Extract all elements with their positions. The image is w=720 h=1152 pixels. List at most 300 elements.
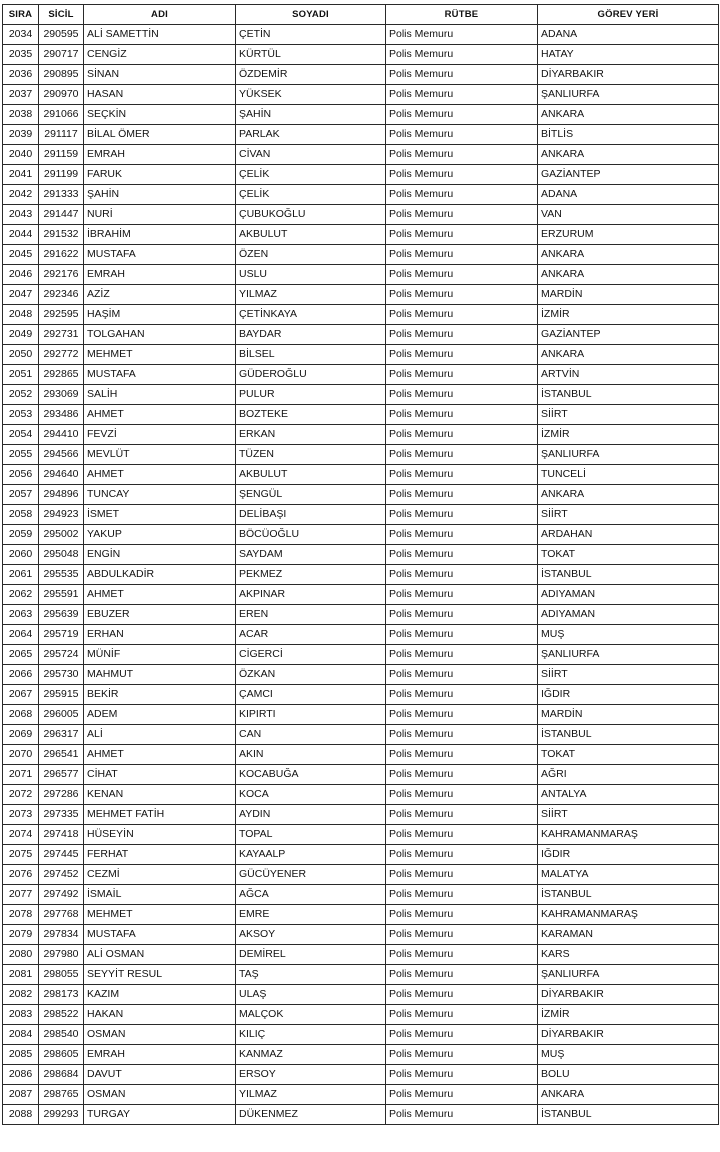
cell-rutbe: Polis Memuru bbox=[386, 1065, 538, 1085]
cell-rutbe: Polis Memuru bbox=[386, 945, 538, 965]
table-row bbox=[3, 485, 719, 505]
cell-sira: 2075 bbox=[3, 845, 39, 865]
table-row bbox=[3, 1105, 719, 1125]
cell-soyadi: EMRE bbox=[236, 905, 386, 925]
table-row bbox=[3, 385, 719, 405]
table-row bbox=[3, 585, 719, 605]
table-row bbox=[3, 65, 719, 85]
cell-gorev-yeri: İZMİR bbox=[538, 425, 719, 445]
cell-sicil: 297286 bbox=[39, 785, 84, 805]
header-rutbe: RÜTBE bbox=[386, 5, 538, 25]
table-row bbox=[3, 865, 719, 885]
cell-rutbe: Polis Memuru bbox=[386, 925, 538, 945]
cell-rutbe: Polis Memuru bbox=[386, 65, 538, 85]
header-adi: ADI bbox=[84, 5, 236, 25]
table-row bbox=[3, 945, 719, 965]
table-row bbox=[3, 365, 719, 385]
cell-gorev-yeri: MUŞ bbox=[538, 1045, 719, 1065]
cell-sira: 2062 bbox=[3, 585, 39, 605]
cell-rutbe: Polis Memuru bbox=[386, 125, 538, 145]
cell-soyadi: AKBULUT bbox=[236, 465, 386, 485]
cell-sira: 2052 bbox=[3, 385, 39, 405]
cell-gorev-yeri: TOKAT bbox=[538, 745, 719, 765]
cell-sicil: 291622 bbox=[39, 245, 84, 265]
table-row bbox=[3, 265, 719, 285]
cell-adi: İSMET bbox=[84, 505, 236, 525]
cell-rutbe: Polis Memuru bbox=[386, 185, 538, 205]
cell-adi: BEKİR bbox=[84, 685, 236, 705]
cell-sicil: 297768 bbox=[39, 905, 84, 925]
cell-sira: 2070 bbox=[3, 745, 39, 765]
cell-sicil: 291066 bbox=[39, 105, 84, 125]
cell-gorev-yeri: ŞANLIURFA bbox=[538, 445, 719, 465]
cell-adi: İBRAHİM bbox=[84, 225, 236, 245]
cell-sicil: 294923 bbox=[39, 505, 84, 525]
cell-sicil: 294896 bbox=[39, 485, 84, 505]
table-row bbox=[3, 425, 719, 445]
cell-sicil: 294410 bbox=[39, 425, 84, 445]
cell-adi: HASAN bbox=[84, 85, 236, 105]
cell-rutbe: Polis Memuru bbox=[386, 565, 538, 585]
cell-gorev-yeri: DİYARBAKIR bbox=[538, 1025, 719, 1045]
table-row bbox=[3, 205, 719, 225]
cell-rutbe: Polis Memuru bbox=[386, 685, 538, 705]
cell-adi: ALİ OSMAN bbox=[84, 945, 236, 965]
cell-rutbe: Polis Memuru bbox=[386, 505, 538, 525]
cell-rutbe: Polis Memuru bbox=[386, 365, 538, 385]
cell-rutbe: Polis Memuru bbox=[386, 1005, 538, 1025]
cell-gorev-yeri: ŞANLIURFA bbox=[538, 645, 719, 665]
cell-gorev-yeri: ANTALYA bbox=[538, 785, 719, 805]
cell-rutbe: Polis Memuru bbox=[386, 785, 538, 805]
cell-soyadi: DELİBAŞI bbox=[236, 505, 386, 525]
cell-rutbe: Polis Memuru bbox=[386, 745, 538, 765]
cell-adi: FARUK bbox=[84, 165, 236, 185]
cell-adi: İSMAİL bbox=[84, 885, 236, 905]
table-row bbox=[3, 845, 719, 865]
cell-sira: 2071 bbox=[3, 765, 39, 785]
table-row bbox=[3, 105, 719, 125]
cell-soyadi: TOPAL bbox=[236, 825, 386, 845]
cell-gorev-yeri: TUNCELİ bbox=[538, 465, 719, 485]
cell-sicil: 293486 bbox=[39, 405, 84, 425]
cell-rutbe: Polis Memuru bbox=[386, 905, 538, 925]
cell-sira: 2038 bbox=[3, 105, 39, 125]
cell-gorev-yeri: MALATYA bbox=[538, 865, 719, 885]
cell-sira: 2036 bbox=[3, 65, 39, 85]
cell-sicil: 295719 bbox=[39, 625, 84, 645]
cell-adi: SALİH bbox=[84, 385, 236, 405]
cell-soyadi: YILMAZ bbox=[236, 285, 386, 305]
cell-adi: AHMET bbox=[84, 465, 236, 485]
cell-gorev-yeri: ADANA bbox=[538, 185, 719, 205]
cell-gorev-yeri: SİİRT bbox=[538, 805, 719, 825]
cell-soyadi: AKSOY bbox=[236, 925, 386, 945]
cell-sira: 2081 bbox=[3, 965, 39, 985]
cell-soyadi: CAN bbox=[236, 725, 386, 745]
table-row bbox=[3, 885, 719, 905]
cell-rutbe: Polis Memuru bbox=[386, 305, 538, 325]
cell-sicil: 294566 bbox=[39, 445, 84, 465]
cell-soyadi: YÜKSEK bbox=[236, 85, 386, 105]
cell-gorev-yeri: KARAMAN bbox=[538, 925, 719, 945]
cell-sicil: 296577 bbox=[39, 765, 84, 785]
cell-sicil: 298605 bbox=[39, 1045, 84, 1065]
cell-sicil: 291447 bbox=[39, 205, 84, 225]
cell-soyadi: KÜRTÜL bbox=[236, 45, 386, 65]
cell-gorev-yeri: ANKARA bbox=[538, 245, 719, 265]
cell-adi: MÜNİF bbox=[84, 645, 236, 665]
table-row bbox=[3, 685, 719, 705]
cell-sira: 2069 bbox=[3, 725, 39, 745]
header-sira: SIRA bbox=[3, 5, 39, 25]
cell-soyadi: MALÇOK bbox=[236, 1005, 386, 1025]
cell-gorev-yeri: DİYARBAKIR bbox=[538, 985, 719, 1005]
cell-sicil: 297980 bbox=[39, 945, 84, 965]
cell-sira: 2053 bbox=[3, 405, 39, 425]
cell-soyadi: AĞCA bbox=[236, 885, 386, 905]
cell-gorev-yeri: ANKARA bbox=[538, 265, 719, 285]
cell-gorev-yeri: TOKAT bbox=[538, 545, 719, 565]
cell-adi: HÜSEYİN bbox=[84, 825, 236, 845]
cell-adi: ALİ bbox=[84, 725, 236, 745]
cell-sira: 2078 bbox=[3, 905, 39, 925]
cell-sira: 2076 bbox=[3, 865, 39, 885]
cell-rutbe: Polis Memuru bbox=[386, 985, 538, 1005]
cell-sicil: 298173 bbox=[39, 985, 84, 1005]
table-row bbox=[3, 765, 719, 785]
table-row bbox=[3, 125, 719, 145]
cell-rutbe: Polis Memuru bbox=[386, 625, 538, 645]
cell-sicil: 296317 bbox=[39, 725, 84, 745]
cell-sira: 2058 bbox=[3, 505, 39, 525]
cell-adi: MEHMET bbox=[84, 905, 236, 925]
cell-rutbe: Polis Memuru bbox=[386, 385, 538, 405]
cell-sira: 2088 bbox=[3, 1105, 39, 1125]
cell-rutbe: Polis Memuru bbox=[386, 885, 538, 905]
cell-soyadi: ÇELİK bbox=[236, 165, 386, 185]
cell-sira: 2086 bbox=[3, 1065, 39, 1085]
cell-rutbe: Polis Memuru bbox=[386, 765, 538, 785]
cell-sira: 2068 bbox=[3, 705, 39, 725]
cell-sira: 2061 bbox=[3, 565, 39, 585]
cell-rutbe: Polis Memuru bbox=[386, 445, 538, 465]
cell-soyadi: PARLAK bbox=[236, 125, 386, 145]
cell-sira: 2085 bbox=[3, 1045, 39, 1065]
cell-rutbe: Polis Memuru bbox=[386, 485, 538, 505]
cell-gorev-yeri: İSTANBUL bbox=[538, 1105, 719, 1125]
header-soyadi: SOYADI bbox=[236, 5, 386, 25]
cell-rutbe: Polis Memuru bbox=[386, 405, 538, 425]
cell-sira: 2042 bbox=[3, 185, 39, 205]
cell-adi: HAKAN bbox=[84, 1005, 236, 1025]
cell-sira: 2046 bbox=[3, 265, 39, 285]
table-row bbox=[3, 465, 719, 485]
cell-adi: AHMET bbox=[84, 585, 236, 605]
cell-soyadi: ÇETİN bbox=[236, 25, 386, 45]
cell-soyadi: BAYDAR bbox=[236, 325, 386, 345]
cell-sira: 2073 bbox=[3, 805, 39, 825]
cell-adi: SEYYİT RESUL bbox=[84, 965, 236, 985]
cell-sira: 2080 bbox=[3, 945, 39, 965]
cell-adi: OSMAN bbox=[84, 1085, 236, 1105]
cell-rutbe: Polis Memuru bbox=[386, 645, 538, 665]
header-gorev-yeri: GÖREV YERİ bbox=[538, 5, 719, 25]
cell-sicil: 298765 bbox=[39, 1085, 84, 1105]
table-row bbox=[3, 405, 719, 425]
cell-adi: OSMAN bbox=[84, 1025, 236, 1045]
cell-gorev-yeri: İSTANBUL bbox=[538, 725, 719, 745]
cell-soyadi: PEKMEZ bbox=[236, 565, 386, 585]
cell-soyadi: TÜZEN bbox=[236, 445, 386, 465]
cell-rutbe: Polis Memuru bbox=[386, 545, 538, 565]
cell-sicil: 295639 bbox=[39, 605, 84, 625]
cell-sicil: 297492 bbox=[39, 885, 84, 905]
table-row bbox=[3, 665, 719, 685]
cell-sira: 2084 bbox=[3, 1025, 39, 1045]
cell-sicil: 297452 bbox=[39, 865, 84, 885]
table-row bbox=[3, 165, 719, 185]
header-row bbox=[3, 5, 719, 25]
cell-gorev-yeri: ANKARA bbox=[538, 145, 719, 165]
cell-sira: 2064 bbox=[3, 625, 39, 645]
cell-sira: 2082 bbox=[3, 985, 39, 1005]
cell-adi: AHMET bbox=[84, 745, 236, 765]
cell-rutbe: Polis Memuru bbox=[386, 965, 538, 985]
cell-soyadi: ŞAHİN bbox=[236, 105, 386, 125]
cell-gorev-yeri: ERZURUM bbox=[538, 225, 719, 245]
table-row bbox=[3, 145, 719, 165]
table-row bbox=[3, 1065, 719, 1085]
cell-soyadi: GÜDEROĞLU bbox=[236, 365, 386, 385]
cell-sira: 2035 bbox=[3, 45, 39, 65]
table-row bbox=[3, 1005, 719, 1025]
cell-sicil: 292176 bbox=[39, 265, 84, 285]
cell-adi: ENGİN bbox=[84, 545, 236, 565]
table-row bbox=[3, 245, 719, 265]
cell-sira: 2050 bbox=[3, 345, 39, 365]
cell-adi: MUSTAFA bbox=[84, 365, 236, 385]
cell-gorev-yeri: BOLU bbox=[538, 1065, 719, 1085]
cell-soyadi: ÖZDEMİR bbox=[236, 65, 386, 85]
cell-sicil: 299293 bbox=[39, 1105, 84, 1125]
cell-sicil: 298055 bbox=[39, 965, 84, 985]
cell-rutbe: Polis Memuru bbox=[386, 45, 538, 65]
cell-adi: BİLAL ÖMER bbox=[84, 125, 236, 145]
cell-sira: 2072 bbox=[3, 785, 39, 805]
cell-sicil: 292595 bbox=[39, 305, 84, 325]
table-row bbox=[3, 1025, 719, 1045]
cell-soyadi: ÇETİNKAYA bbox=[236, 305, 386, 325]
cell-adi: TOLGAHAN bbox=[84, 325, 236, 345]
cell-gorev-yeri: ANKARA bbox=[538, 1085, 719, 1105]
table-row bbox=[3, 785, 719, 805]
cell-soyadi: ÖZEN bbox=[236, 245, 386, 265]
cell-rutbe: Polis Memuru bbox=[386, 605, 538, 625]
table-row bbox=[3, 305, 719, 325]
cell-adi: TUNCAY bbox=[84, 485, 236, 505]
cell-sicil: 291333 bbox=[39, 185, 84, 205]
cell-rutbe: Polis Memuru bbox=[386, 225, 538, 245]
cell-sicil: 291532 bbox=[39, 225, 84, 245]
cell-gorev-yeri: ANKARA bbox=[538, 105, 719, 125]
table-row bbox=[3, 525, 719, 545]
cell-gorev-yeri: SİİRT bbox=[538, 505, 719, 525]
cell-soyadi: ÇUBUKOĞLU bbox=[236, 205, 386, 225]
cell-soyadi: AKIN bbox=[236, 745, 386, 765]
cell-gorev-yeri: BİTLİS bbox=[538, 125, 719, 145]
cell-soyadi: KOCA bbox=[236, 785, 386, 805]
cell-soyadi: ÖZKAN bbox=[236, 665, 386, 685]
cell-adi: KAZIM bbox=[84, 985, 236, 1005]
cell-soyadi: EREN bbox=[236, 605, 386, 625]
cell-sira: 2079 bbox=[3, 925, 39, 945]
cell-gorev-yeri: MARDİN bbox=[538, 285, 719, 305]
cell-sira: 2077 bbox=[3, 885, 39, 905]
cell-sira: 2066 bbox=[3, 665, 39, 685]
table-row bbox=[3, 925, 719, 945]
cell-adi: KENAN bbox=[84, 785, 236, 805]
table-row bbox=[3, 985, 719, 1005]
cell-sicil: 291199 bbox=[39, 165, 84, 185]
table-row bbox=[3, 825, 719, 845]
cell-adi: MUSTAFA bbox=[84, 925, 236, 945]
cell-gorev-yeri: ADIYAMAN bbox=[538, 585, 719, 605]
cell-adi: EMRAH bbox=[84, 1045, 236, 1065]
cell-soyadi: BÖCÜOĞLU bbox=[236, 525, 386, 545]
table-row bbox=[3, 965, 719, 985]
cell-gorev-yeri: KAHRAMANMARAŞ bbox=[538, 905, 719, 925]
cell-adi: EBUZER bbox=[84, 605, 236, 625]
cell-adi: EMRAH bbox=[84, 265, 236, 285]
cell-soyadi: YILMAZ bbox=[236, 1085, 386, 1105]
table-row bbox=[3, 605, 719, 625]
cell-adi: FERHAT bbox=[84, 845, 236, 865]
cell-gorev-yeri: GAZİANTEP bbox=[538, 325, 719, 345]
cell-sira: 2045 bbox=[3, 245, 39, 265]
table-row bbox=[3, 745, 719, 765]
cell-adi: HAŞİM bbox=[84, 305, 236, 325]
cell-soyadi: ÇELİK bbox=[236, 185, 386, 205]
cell-adi: DAVUT bbox=[84, 1065, 236, 1085]
cell-soyadi: ŞENGÜL bbox=[236, 485, 386, 505]
cell-gorev-yeri: SİİRT bbox=[538, 665, 719, 685]
cell-soyadi: ÇAMCI bbox=[236, 685, 386, 705]
cell-rutbe: Polis Memuru bbox=[386, 205, 538, 225]
cell-soyadi: TAŞ bbox=[236, 965, 386, 985]
cell-soyadi: ULAŞ bbox=[236, 985, 386, 1005]
cell-rutbe: Polis Memuru bbox=[386, 165, 538, 185]
cell-soyadi: AKBULUT bbox=[236, 225, 386, 245]
table-row bbox=[3, 645, 719, 665]
cell-gorev-yeri: ARDAHAN bbox=[538, 525, 719, 545]
cell-sicil: 292731 bbox=[39, 325, 84, 345]
cell-gorev-yeri: DİYARBAKIR bbox=[538, 65, 719, 85]
cell-adi: SEÇKİN bbox=[84, 105, 236, 125]
cell-soyadi: SAYDAM bbox=[236, 545, 386, 565]
cell-adi: CENGİZ bbox=[84, 45, 236, 65]
cell-rutbe: Polis Memuru bbox=[386, 25, 538, 45]
cell-sira: 2057 bbox=[3, 485, 39, 505]
table-row bbox=[3, 185, 719, 205]
cell-gorev-yeri: KAHRAMANMARAŞ bbox=[538, 825, 719, 845]
cell-sira: 2083 bbox=[3, 1005, 39, 1025]
cell-rutbe: Polis Memuru bbox=[386, 345, 538, 365]
header-sicil: SİCİL bbox=[39, 5, 84, 25]
cell-adi: AZİZ bbox=[84, 285, 236, 305]
cell-sicil: 298522 bbox=[39, 1005, 84, 1025]
cell-gorev-yeri: İZMİR bbox=[538, 305, 719, 325]
cell-sira: 2039 bbox=[3, 125, 39, 145]
cell-soyadi: PULUR bbox=[236, 385, 386, 405]
cell-rutbe: Polis Memuru bbox=[386, 265, 538, 285]
cell-soyadi: KANMAZ bbox=[236, 1045, 386, 1065]
cell-sicil: 296005 bbox=[39, 705, 84, 725]
cell-rutbe: Polis Memuru bbox=[386, 525, 538, 545]
cell-adi: MEHMET bbox=[84, 345, 236, 365]
cell-rutbe: Polis Memuru bbox=[386, 1085, 538, 1105]
cell-adi: MEVLÜT bbox=[84, 445, 236, 465]
cell-sicil: 298540 bbox=[39, 1025, 84, 1045]
cell-rutbe: Polis Memuru bbox=[386, 1105, 538, 1125]
personnel-table bbox=[2, 4, 719, 1125]
cell-sicil: 296541 bbox=[39, 745, 84, 765]
cell-sicil: 293069 bbox=[39, 385, 84, 405]
cell-adi: ADEM bbox=[84, 705, 236, 725]
table-body bbox=[3, 25, 719, 1125]
cell-sira: 2060 bbox=[3, 545, 39, 565]
table-row bbox=[3, 505, 719, 525]
cell-adi: NURİ bbox=[84, 205, 236, 225]
cell-gorev-yeri: ŞANLIURFA bbox=[538, 965, 719, 985]
cell-adi: YAKUP bbox=[84, 525, 236, 545]
cell-soyadi: KAYAALP bbox=[236, 845, 386, 865]
cell-sicil: 290717 bbox=[39, 45, 84, 65]
table-row bbox=[3, 905, 719, 925]
cell-gorev-yeri: İSTANBUL bbox=[538, 565, 719, 585]
cell-sira: 2044 bbox=[3, 225, 39, 245]
cell-adi: ŞAHİN bbox=[84, 185, 236, 205]
cell-sicil: 295002 bbox=[39, 525, 84, 545]
cell-sicil: 290595 bbox=[39, 25, 84, 45]
cell-gorev-yeri: KARS bbox=[538, 945, 719, 965]
cell-adi: SİNAN bbox=[84, 65, 236, 85]
cell-sira: 2056 bbox=[3, 465, 39, 485]
cell-adi: TURGAY bbox=[84, 1105, 236, 1125]
cell-sicil: 292346 bbox=[39, 285, 84, 305]
table-row bbox=[3, 325, 719, 345]
cell-sicil: 295724 bbox=[39, 645, 84, 665]
cell-gorev-yeri: IĞDIR bbox=[538, 845, 719, 865]
cell-sira: 2043 bbox=[3, 205, 39, 225]
cell-adi: MEHMET FATİH bbox=[84, 805, 236, 825]
cell-soyadi: ERKAN bbox=[236, 425, 386, 445]
cell-adi: AHMET bbox=[84, 405, 236, 425]
cell-soyadi: KIPIRTI bbox=[236, 705, 386, 725]
cell-adi: EMRAH bbox=[84, 145, 236, 165]
cell-soyadi: ERSOY bbox=[236, 1065, 386, 1085]
cell-sira: 2065 bbox=[3, 645, 39, 665]
cell-sira: 2037 bbox=[3, 85, 39, 105]
table-row bbox=[3, 25, 719, 45]
cell-adi: CEZMİ bbox=[84, 865, 236, 885]
cell-gorev-yeri: MARDİN bbox=[538, 705, 719, 725]
cell-sicil: 290970 bbox=[39, 85, 84, 105]
cell-gorev-yeri: ŞANLIURFA bbox=[538, 85, 719, 105]
cell-sicil: 295591 bbox=[39, 585, 84, 605]
cell-gorev-yeri: GAZİANTEP bbox=[538, 165, 719, 185]
cell-soyadi: ACAR bbox=[236, 625, 386, 645]
